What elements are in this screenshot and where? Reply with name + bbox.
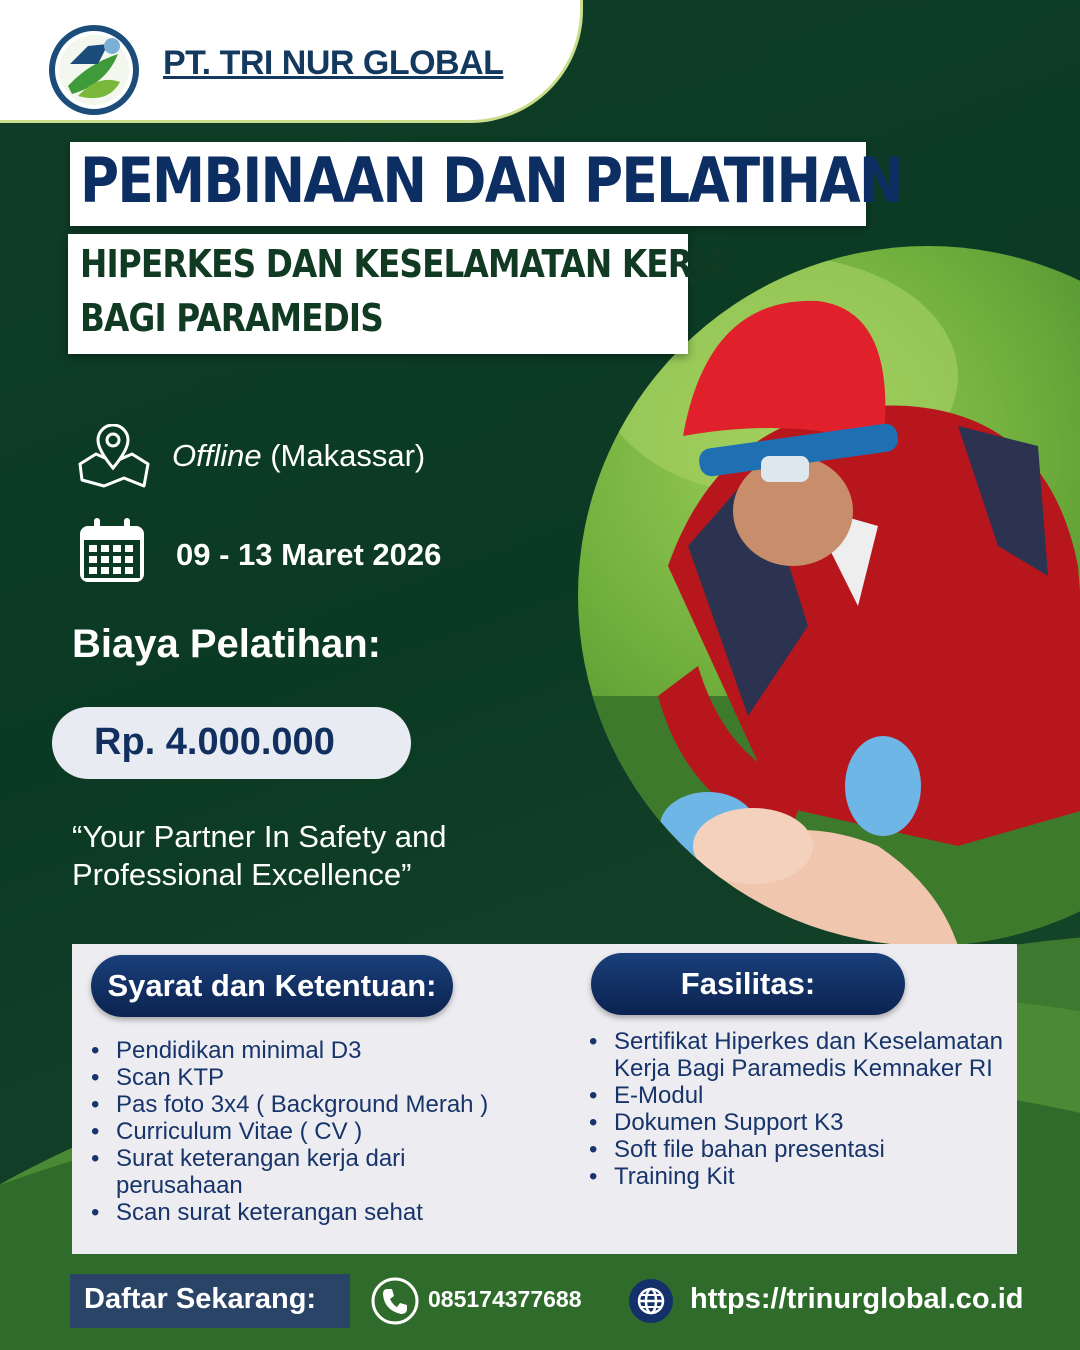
list-item: • Training Kit (589, 1163, 1003, 1190)
tagline: “Your Partner In Safety and Professional Excellence” (72, 819, 447, 892)
title-main: PEMBINAAN DAN PELATIHAN (80, 144, 902, 217)
calendar-icon (78, 518, 146, 584)
register-cta (70, 1274, 350, 1328)
title-sub-line1: HIPERKES DAN KESELAMATAN KERJA (80, 242, 728, 286)
event-date: 09 - 13 Maret 2026 (176, 537, 442, 572)
requirements-title: Syarat dan Ketentuan: (91, 955, 453, 1017)
fee-amount: Rp. 4.000.000 (94, 721, 335, 763)
list-item: • Curriculum Vitae ( CV ) (91, 1118, 551, 1145)
globe-icon (628, 1278, 674, 1324)
list-item: • Soft file bahan presentasi (589, 1136, 1003, 1163)
facilities-list (589, 1028, 1003, 1190)
list-item: • Scan surat keterangan sehat (91, 1199, 551, 1226)
website-link[interactable]: https://trinurglobal.co.id (690, 1283, 1024, 1315)
list-item: • Scan KTP (91, 1064, 551, 1091)
event-location: (Makassar) (270, 438, 426, 473)
title-sub-line2: BAGI PARAMEDIS (80, 296, 383, 340)
title-main-box (70, 142, 902, 226)
event-mode: Offline (172, 438, 262, 473)
requirements-list (91, 1037, 551, 1226)
list-item: • E-Modul (589, 1082, 1003, 1109)
list-item: • Surat keterangan kerja dari perusahaan (91, 1145, 446, 1199)
phone-icon (370, 1276, 420, 1326)
list-item: • Sertifikat Hiperkes dan Keselamatan Kerja Bagi Paramedis Kemnaker RI (589, 1028, 1003, 1082)
brand-name: PT. TRI NUR GLOBAL (163, 44, 504, 82)
title-sub-box (68, 234, 728, 354)
location-text (172, 438, 425, 474)
list-item: • Pendidikan minimal D3 (91, 1037, 551, 1064)
register-cta-label: Daftar Sekarang: (84, 1283, 317, 1315)
list-item: • Pas foto 3x4 ( Background Merah ) (91, 1091, 551, 1118)
facilities-title: Fasilitas: (591, 953, 905, 1015)
fee-pill (52, 707, 411, 779)
phone-number[interactable]: 085174377688 (428, 1286, 582, 1312)
company-logo-icon (48, 24, 140, 116)
list-item: • Dokumen Support K3 (589, 1109, 1003, 1136)
map-pin-icon (74, 424, 152, 488)
fee-label: Biaya Pelatihan: (72, 622, 382, 666)
